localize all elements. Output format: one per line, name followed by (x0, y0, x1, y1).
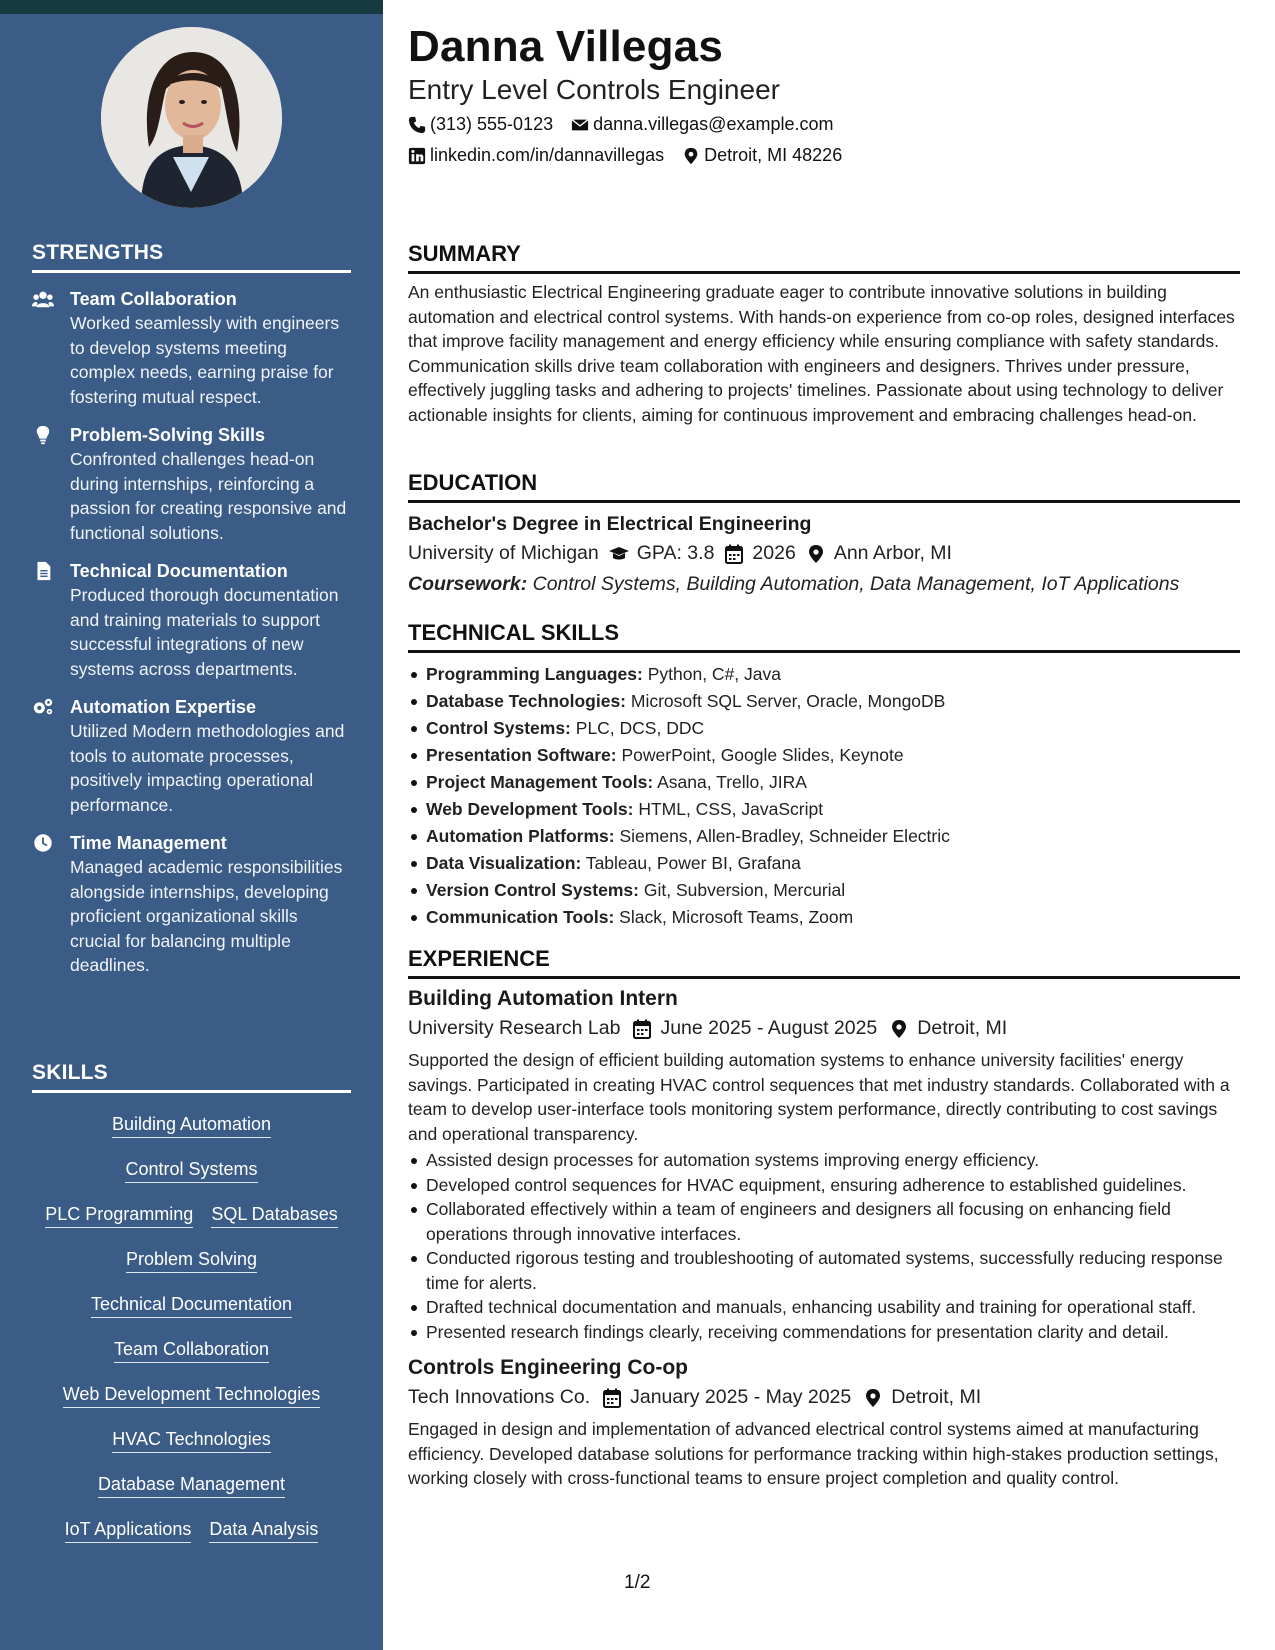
strength-description: Worked seamlessly with engineers to develop systems meeting complex needs, earning praise for fostering mutual respect. (70, 313, 340, 407)
skill-tag: Data Analysis (209, 1519, 318, 1543)
job-title: Building Automation Intern (408, 987, 678, 1010)
strength-description: Produced thorough documentation and training materials to support successful integrations of new systems across departments. (70, 585, 339, 679)
skill-tag: Web Development Technologies (63, 1384, 321, 1408)
skill-tag: Building Automation (112, 1114, 271, 1138)
technical-skills-heading: TECHNICAL SKILLS (408, 620, 1240, 653)
strength-item (32, 559, 351, 681)
document-icon (32, 559, 58, 681)
coursework-label: Coursework: (408, 573, 528, 595)
calendar-icon (602, 1388, 622, 1408)
linkedin-text[interactable]: linkedin.com/in/dannavillegas (430, 145, 665, 165)
candidate-name: Danna Villegas (408, 22, 724, 71)
profile-photo (101, 27, 282, 208)
skill-value: Tableau, Power BI, Grafana (585, 853, 801, 873)
company-name: University Research Lab (408, 1017, 621, 1039)
list-item: Drafted technical documentation and manuals, enhancing usability and training for operational staff. (408, 1295, 1240, 1320)
strength-item (32, 695, 351, 817)
contact-row (408, 145, 860, 166)
job-summary: Engaged in design and implementation of advanced electrical control systems aimed at manufacturing efficiency. Developed database solutions for performance tracking within high-stakes production settings, working closely with cross-functional teams to ensure project completion and quality control. (408, 1419, 1219, 1488)
list-item (408, 769, 1240, 796)
technical-skills-section (408, 620, 1240, 931)
skill-label: Automation Platforms: (426, 826, 615, 846)
strength-title: Team Collaboration (70, 289, 237, 309)
degree-title: Bachelor's Degree in Electrical Engineering (408, 513, 812, 535)
job-dates: June 2025 - August 2025 (660, 1017, 878, 1039)
job-meta (408, 1386, 1240, 1409)
list-item (408, 823, 1240, 850)
job-meta (408, 1017, 1240, 1040)
summary-section (408, 241, 1240, 427)
linkedin-item[interactable] (408, 145, 664, 166)
skill-tag: IoT Applications (65, 1519, 192, 1543)
strength-description: Managed academic responsibilities alongside internships, developing proficient organizational skills crucial for balancing multiple deadlines. (70, 857, 343, 975)
summary-text: An enthusiastic Electrical Engineering graduate eager to contribute innovative solutions in building automation and electrical control systems. With hands-on experience from co-op roles, designed interfaces that improve facility management and energy efficiency while ensuring compliance with safety standards. Communication skills drive team collaboration with engineers and designers. Thrives under pressure, effectively juggling tasks and adhering to projects' timelines. Passionate about using technology to deliver actionable insights for clients, aiming for continuous improvement and embracing challenges head-on. (408, 282, 1235, 425)
skills-section (32, 1061, 351, 1553)
education-heading: EDUCATION (408, 470, 1240, 503)
skill-value: Microsoft SQL Server, Oracle, MongoDB (630, 691, 946, 711)
location-item (682, 145, 842, 166)
company-name: Tech Innovations Co. (408, 1386, 591, 1408)
email-text[interactable]: danna.villegas@example.com (593, 114, 834, 134)
skill-tag: Problem Solving (126, 1249, 257, 1273)
experience-heading: EXPERIENCE (408, 946, 1240, 979)
list-item (408, 796, 1240, 823)
skill-tag: Database Management (98, 1474, 285, 1498)
skill-label: Control Systems: (426, 718, 571, 738)
job-title: Controls Engineering Co-op (408, 1356, 688, 1379)
strengths-heading: STRENGTHS (32, 241, 351, 273)
job-dates: January 2025 - May 2025 (630, 1386, 852, 1408)
skill-tag: Team Collaboration (114, 1339, 269, 1363)
list-item: Assisted design processes for automation systems improving energy efficiency. (408, 1148, 1240, 1173)
school-name: University of Michigan (408, 542, 599, 564)
location-text: Detroit, MI 48226 (704, 145, 843, 165)
skill-value: Python, C#, Java (647, 664, 781, 684)
coursework-line (408, 573, 1240, 596)
skill-tag: PLC Programming (45, 1204, 193, 1228)
phone-text: (313) 555-0123 (430, 114, 554, 134)
graduation-year: 2026 (752, 542, 796, 564)
map-pin-icon (889, 1019, 909, 1039)
list-item: Presented research findings clearly, receiving commendations for presentation clarity and detail. (408, 1320, 1240, 1345)
skill-value: PowerPoint, Google Slides, Keynote (621, 745, 904, 765)
skills-tags (32, 1103, 351, 1553)
strength-description: Utilized Modern methodologies and tools to automate processes, positively impacting operational performance. (70, 721, 345, 815)
skill-row (32, 1328, 351, 1373)
skill-row (32, 1373, 351, 1418)
education-meta (408, 542, 1240, 565)
job-summary: Supported the design of efficient building automation systems to enhance university facilities' energy savings. Participated in creating HVAC control sequences that met industry standards. Collaborated with a team to develop user-interface tools monitoring system performance, directly contributing to cost savings and operational transparency. (408, 1050, 1230, 1144)
list-item: Collaborated effectively within a team of engineers and designers all focusing on enhancing field operations through innovative interfaces. (408, 1197, 1240, 1246)
calendar-icon (724, 544, 744, 564)
skill-row (32, 1238, 351, 1283)
list-item (408, 904, 1240, 931)
strength-item (32, 287, 351, 409)
gears-icon (32, 695, 58, 817)
list-item (408, 742, 1240, 769)
skill-row (32, 1193, 351, 1238)
skill-row (32, 1148, 351, 1193)
skill-label: Project Management Tools: (426, 772, 654, 792)
school-location: Ann Arbor, MI (833, 542, 952, 564)
map-pin-icon (863, 1388, 883, 1408)
skill-tag: SQL Databases (211, 1204, 337, 1228)
list-item (408, 715, 1240, 742)
clock-icon (32, 831, 58, 978)
candidate-title: Entry Level Controls Engineer (408, 74, 780, 105)
skill-tag: HVAC Technologies (112, 1429, 270, 1453)
strength-title: Technical Documentation (70, 561, 288, 581)
skill-value: Git, Subversion, Mercurial (643, 880, 846, 900)
skill-label: Programming Languages: (426, 664, 643, 684)
strength-title: Problem-Solving Skills (70, 425, 266, 445)
education-section (408, 470, 1240, 596)
job-bullets (408, 1148, 1240, 1344)
envelope-icon (571, 116, 589, 134)
phone-icon (408, 116, 426, 134)
list-item (408, 688, 1240, 715)
job-location: Detroit, MI (917, 1017, 1008, 1039)
page-number: 1/2 (624, 1572, 651, 1593)
skill-row (32, 1283, 351, 1328)
lightbulb-icon (32, 423, 58, 545)
strength-title: Automation Expertise (70, 697, 257, 717)
linkedin-icon (408, 147, 426, 165)
users-icon (32, 287, 58, 409)
skill-value: HTML, CSS, JavaScript (638, 799, 824, 819)
skill-label: Database Technologies: (426, 691, 627, 711)
skill-value: Slack, Microsoft Teams, Zoom (619, 907, 854, 927)
gpa-text: GPA: 3.8 (636, 542, 715, 564)
skill-row (32, 1418, 351, 1463)
skill-label: Presentation Software: (426, 745, 617, 765)
skill-label: Data Visualization: (426, 853, 582, 873)
list-item (408, 850, 1240, 877)
strength-description: Confronted challenges head-on during internships, reinforcing a passion for creating responsive and functional solutions. (70, 449, 347, 543)
skill-label: Web Development Tools: (426, 799, 634, 819)
skill-label: Communication Tools: (426, 907, 615, 927)
skill-label: Version Control Systems: (426, 880, 639, 900)
avatar (101, 27, 282, 208)
sidebar (0, 0, 383, 1650)
list-item (408, 661, 1240, 688)
map-pin-icon (682, 147, 700, 165)
strength-title: Time Management (70, 833, 227, 853)
map-pin-icon (806, 544, 826, 564)
summary-heading: SUMMARY (408, 241, 1240, 274)
skill-row (32, 1463, 351, 1508)
strengths-section (32, 241, 351, 978)
skill-value: PLC, DCS, DDC (575, 718, 705, 738)
email-item[interactable] (571, 114, 833, 135)
sidebar-top-bar (0, 0, 383, 14)
experience-section (408, 946, 1240, 1491)
skill-row (32, 1508, 351, 1553)
skill-value: Siemens, Allen-Bradley, Schneider Electric (619, 826, 950, 846)
coursework-text: Control Systems, Building Automation, Data Management, IoT Applications (532, 573, 1180, 595)
skill-value: Asana, Trello, JIRA (657, 772, 807, 792)
list-item (408, 877, 1240, 904)
calendar-icon (632, 1019, 652, 1039)
contact-row (408, 114, 852, 135)
skill-tag: Technical Documentation (91, 1294, 292, 1318)
list-item: Conducted rigorous testing and troubleshooting of automated systems, successfully reducing response time for alerts. (408, 1246, 1240, 1295)
technical-skills-list (408, 661, 1240, 931)
strength-item (32, 423, 351, 545)
strength-item (32, 831, 351, 978)
phone-item (408, 114, 553, 135)
job-location: Detroit, MI (891, 1386, 982, 1408)
skill-tag: Control Systems (125, 1159, 257, 1183)
graduation-cap-icon (609, 544, 629, 564)
list-item: Developed control sequences for HVAC equipment, ensuring adherence to established guidelines. (408, 1173, 1240, 1198)
skill-row (32, 1103, 351, 1148)
skills-heading: SKILLS (32, 1061, 351, 1093)
